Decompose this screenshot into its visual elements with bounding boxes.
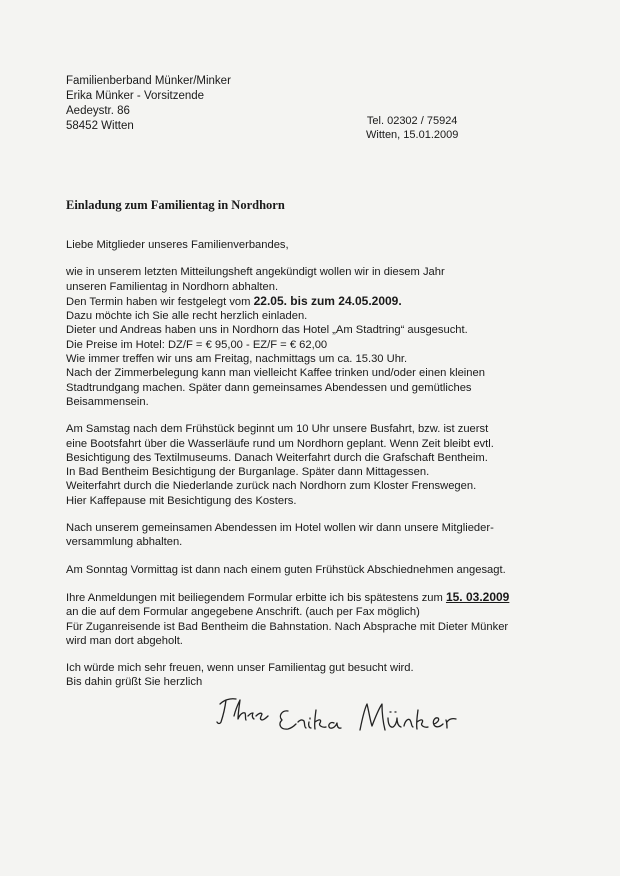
text-line: Wie immer treffen wir uns am Freitag, nachmittags um ca. 15.30 Uhr. [66, 353, 408, 366]
text-line: Bis dahin grüßt Sie herzlich [66, 676, 203, 689]
phone-number: Tel. 02302 / 75924 [366, 115, 458, 127]
text-line: Dazu möchte ich Sie alle recht herzlich einladen. [66, 310, 308, 323]
salutation: Liebe Mitglieder unseres Familienverbandes, [66, 239, 289, 251]
text-line: Für Zuganreisende ist Bad Bentheim die Bahnstation. Nach Absprache mit Dieter Münker [66, 620, 509, 633]
sender-street: Aedeystr. 86 [66, 105, 130, 117]
hotel-prices: Die Preise im Hotel: DZ/F = € 95,00 - EZ/F = € 62,00 [66, 338, 328, 351]
sender-name: Erika Münker - Vorsitzende [66, 90, 205, 102]
text-line: Dieter und Andreas haben uns in Nordhorn das Hotel „Am Stadtring“ ausgesucht. [66, 324, 468, 337]
text-line: Am Samstag nach dem Frühstück beginnt um 10 Uhr unsere Busfahrt, bzw. ist zuerst [66, 423, 489, 436]
text-line: Nach unserem gemeinsamen Abendessen im Hotel wollen wir dann unsere Mitglieder- [66, 522, 494, 535]
deadline-line [66, 590, 566, 605]
signature-drawing [212, 686, 472, 746]
paragraph-2 [66, 422, 566, 508]
paragraph-1 [66, 265, 566, 409]
text-span: Den Termin haben wir festgelegt vom [66, 295, 254, 308]
text-line: Hier Kaffepause mit Besichtigung des Kosters. [66, 494, 297, 507]
sender-city: 58452 Witten [66, 120, 134, 132]
paragraph-4: Am Sonntag Vormittag ist dann nach einem guten Frühstück Abschiednehmen angesagt. [66, 563, 506, 576]
registration-deadline: 15. 03.2009 [445, 589, 510, 604]
text-line: In Bad Bentheim Besichtigung der Burganlage. Später dann Mittagessen. [66, 466, 430, 479]
text-line: unseren Familientag in Nordhorn abhalten. [66, 280, 279, 293]
text-line: Weiterfahrt durch die Niederlande zurück nach Nordhorn zum Kloster Frenswegen. [66, 480, 477, 493]
contact-block [366, 114, 458, 142]
paragraph-5 [66, 590, 566, 648]
text-span: Ihre Anmeldungen mit beiliegendem Formular erbitte ich bis spätestens zum [66, 591, 446, 604]
event-dates: 22.05. bis zum 24.05.2009. [253, 293, 402, 308]
handwritten-signature [212, 686, 472, 746]
text-line: versammlung abhalten. [66, 536, 183, 549]
text-line: Beisammensein. [66, 395, 149, 408]
text-line: Nach der Zimmerbelegung kann man vielleicht Kaffee trinken und/oder einen kleinen [66, 367, 485, 380]
event-date-line [66, 294, 566, 309]
text-line: eine Bootsfahrt über die Wasserläufe rund um Nordhorn geplant. Wenn Zeit bleibt evtl. [66, 437, 494, 450]
text-line: Ich würde mich sehr freuen, wenn unser Familientag gut besucht wird. [66, 662, 414, 675]
paragraph-3 [66, 521, 566, 550]
text-line: an die auf dem Formular angegebene Anschrift. (auch per Fax möglich) [66, 606, 420, 619]
text-line: Stadtrundgang machen. Später dann gemeinsames Abendessen und gemütliches [66, 381, 472, 394]
text-line: wird man dort abgeholt. [66, 634, 183, 647]
letter-date: Witten, 15.01.2009 [366, 129, 459, 141]
text-line: Besichtigung des Textilmuseums. Danach Weiterfahrt durch die Grafschaft Bentheim. [66, 451, 488, 464]
sender-address [66, 74, 231, 134]
text-line: wie in unserem letzten Mitteilungsheft angekündigt wollen wir in diesem Jahr [66, 266, 445, 279]
letter-body [66, 238, 566, 690]
subject-line: Einladung zum Familientag in Nordhorn [66, 198, 285, 212]
sender-org: Familienberband Münker/Minker [66, 75, 231, 87]
